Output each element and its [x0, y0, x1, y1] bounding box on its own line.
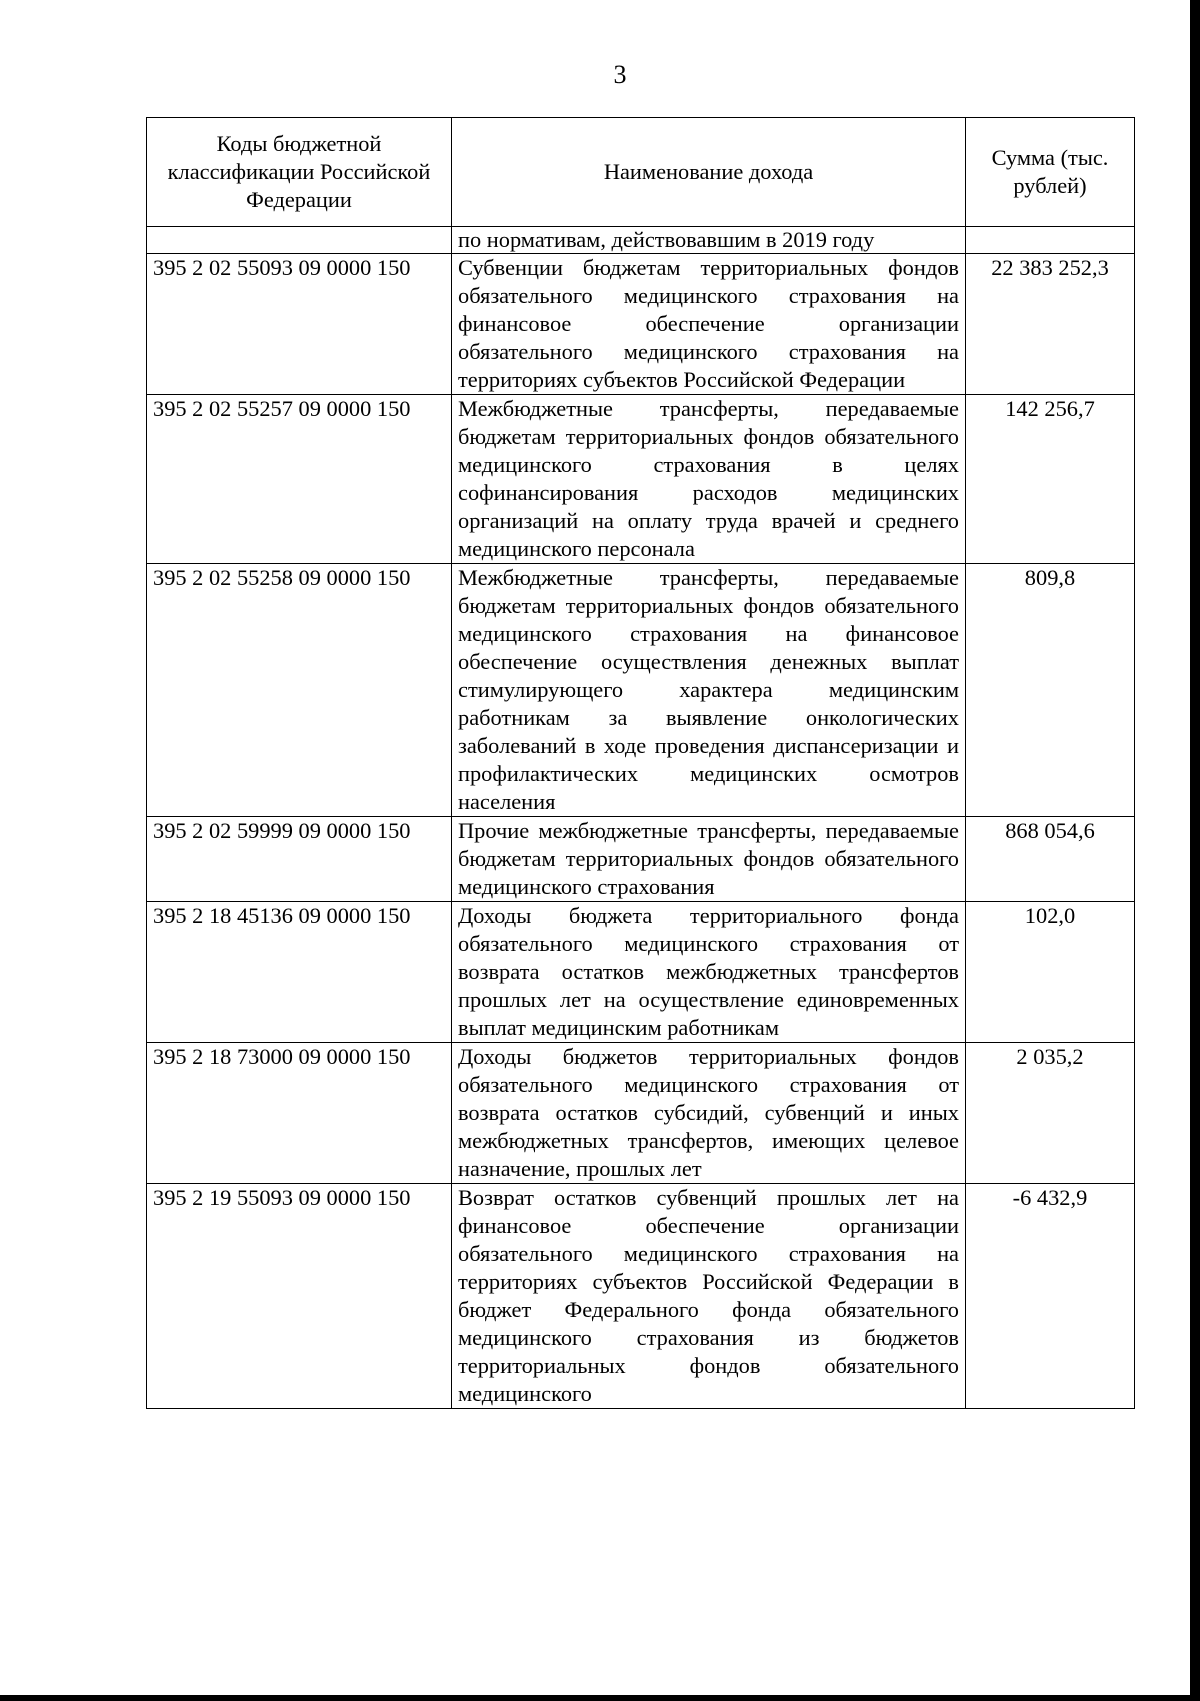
- table-row-continuation: [147, 227, 1135, 254]
- row-code: 395 2 02 55257 09 0000 150: [147, 395, 452, 564]
- scan-edge-right: [1190, 0, 1200, 1701]
- row-sum: -6 432,9: [966, 1184, 1135, 1409]
- row-sum: 22 383 252,3: [966, 254, 1135, 395]
- row-code: 395 2 02 55258 09 0000 150: [147, 564, 452, 817]
- continuation-code-cell: [147, 227, 452, 254]
- table-row: [147, 254, 1135, 395]
- continuation-sum-cell: [966, 227, 1135, 254]
- row-name: Субвенции бюджетам территориальных фондов обязательного медицинского страхования на финансовое обеспечение организации обязательного медицинского страхования на территориях субъектов Российской Федерации: [452, 254, 966, 395]
- row-code: 395 2 18 73000 09 0000 150: [147, 1043, 452, 1184]
- header-sum: Сумма (тыс. рублей): [966, 118, 1135, 227]
- row-sum: 809,8: [966, 564, 1135, 817]
- row-code: 395 2 19 55093 09 0000 150: [147, 1184, 452, 1409]
- row-sum: 142 256,7: [966, 395, 1135, 564]
- table-row: [147, 902, 1135, 1043]
- scan-edge-bottom: [0, 1695, 1200, 1701]
- table-row: [147, 1043, 1135, 1184]
- header-code: Коды бюджетной классификации Российской Федерации: [147, 118, 452, 227]
- row-code: 395 2 02 55093 09 0000 150: [147, 254, 452, 395]
- header-name: Наименование дохода: [452, 118, 966, 227]
- row-name: Доходы бюджета территориального фонда обязательного медицинского страхования от возврата остатков межбюджетных трансфертов прошлых лет на осуществление единовременных выплат медицинским работникам: [452, 902, 966, 1043]
- row-code: 395 2 02 59999 09 0000 150: [147, 817, 452, 902]
- page-number: 3: [613, 60, 627, 89]
- row-name: Межбюджетные трансферты, передаваемые бюджетам территориальных фондов обязательного медицинского страхования на финансовое обеспечение осуществления денежных выплат стимулирующего характера медицинским работникам за выявление онкологических заболеваний в ходе проведения диспансеризации и профилактических медицинских осмотров населения: [452, 564, 966, 817]
- table-row: [147, 817, 1135, 902]
- row-code: 395 2 18 45136 09 0000 150: [147, 902, 452, 1043]
- row-name: Доходы бюджетов территориальных фондов обязательного медицинского страхования от возврата остатков субсидий, субвенций и иных межбюджетных трансфертов, имеющих целевое назначение, прошлых лет: [452, 1043, 966, 1184]
- table-row: [147, 395, 1135, 564]
- continuation-name-cell: по нормативам, действовавшим в 2019 году: [452, 227, 966, 254]
- table-row: [147, 564, 1135, 817]
- table-header-row: [147, 118, 1135, 227]
- budget-income-table: [146, 117, 1135, 1409]
- table-row: [147, 1184, 1135, 1409]
- row-name: Возврат остатков субвенций прошлых лет на финансовое обеспечение организации обязательного медицинского страхования на территориях субъектов Российской Федерации в бюджет Федерального фонда обязательного медицинского страхования из бюджетов территориальных фондов обязательного медицинского: [452, 1184, 966, 1409]
- row-sum: 102,0: [966, 902, 1135, 1043]
- row-name: Прочие межбюджетные трансферты, передаваемые бюджетам территориальных фондов обязательного медицинского страхования: [452, 817, 966, 902]
- row-name: Межбюджетные трансферты, передаваемые бюджетам территориальных фондов обязательного медицинского страхования в целях софинансирования расходов медицинских организаций на оплату труда врачей и среднего медицинского персонала: [452, 395, 966, 564]
- row-sum: 868 054,6: [966, 817, 1135, 902]
- row-sum: 2 035,2: [966, 1043, 1135, 1184]
